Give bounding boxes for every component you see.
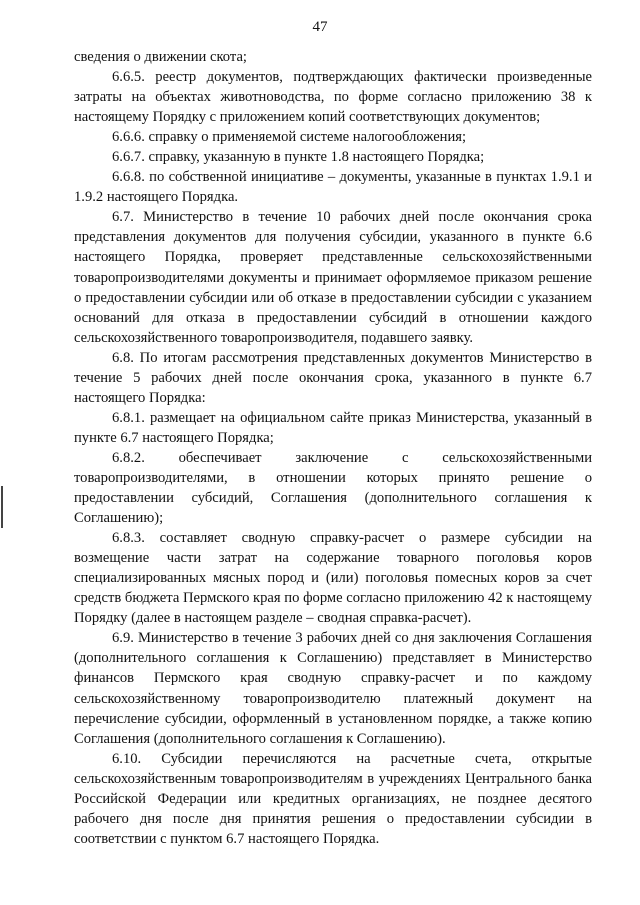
paragraph-6-10: 6.10. Субсидии перечисляются на расчетные счета, открытые сельскохозяйственным товаропроизводителям в учреждениях Центрального банка Российской Федерации или кредитных организациях, не позднее десятого рабочего дня после дня принятия решения о предоставлении субсидии в соответствии с пунктом 6.7 настоящего Порядка. xyxy=(74,750,592,847)
paragraph-continuation: сведения о движении скота; xyxy=(74,49,247,65)
paragraph-6-8-1: 6.8.1. размещает на официальном сайте приказ Министерства, указанный в пункте 6.7 настоящего Порядка; xyxy=(74,409,592,446)
scan-edge-mark xyxy=(1,486,3,528)
paragraph-6-8-2: 6.8.2. обеспечивает заключение с сельскохозяйственными товаропроизводителями, в отношении которых принято решение о предоставлении субсидий, Соглашения (дополнительного соглашения к Соглашению); xyxy=(74,449,592,527)
document-body xyxy=(74,47,592,849)
paragraph-6-8-3: 6.8.3. составляет сводную справку-расчет о размере субсидии на возмещение части затрат на содержание товарного поголовья коров специализированных мясных пород и (или) поголовья помесных коров за счет средств бюджета Пермского края по форме согласно приложению 42 к настоящему Порядку (далее в настоящем разделе – сводная справка-расчет). xyxy=(74,530,592,627)
paragraph-6-8: 6.8. По итогам рассмотрения представленных документов Министерство в течение 5 рабочих дней после окончания срока, указанного в пункте 6.7 настоящего Порядка: xyxy=(74,349,592,406)
paragraph-6-6-6: 6.6.6. справку о применяемой системе налогообложения; xyxy=(112,129,467,146)
paragraph-6-6-7: 6.6.7. справку, указанную в пункте 1.8 настоящего Порядка; xyxy=(112,149,485,166)
paragraph-6-6-5: 6.6.5. реестр документов, подтверждающих фактически произведенные затраты на объектах животноводства, по форме согласно приложению 38 к настоящему Порядку с приложением копий соответствующих документов; xyxy=(74,69,592,126)
paragraph-6-7: 6.7. Министерство в течение 10 рабочих дней после окончания срока представления документов для получения субсидии, указанного в пункте 6.6 настоящего Порядка, проверяет представленные сельскохозяйственными товаропроизводителями документы и принимает оформляемое приказом решение о предоставлении субсидии или об отказе в предоставлении субсидии с указанием оснований для отказа в предоставлении субсидий в отношении каждого сельскохозяйственного товаропроизводителя, подавшего заявку. xyxy=(74,209,592,346)
paragraph-6-6-8: 6.6.8. по собственной инициативе – документы, указанные в пунктах 1.9.1 и 1.9.2 настоящего Порядка. xyxy=(74,169,592,206)
paragraph-6-9: 6.9. Министерство в течение 3 рабочих дней со дня заключения Соглашения (дополнительного соглашения к Соглашению) представляет в Министерство финансов Пермского края сводную справку-расчет и по каждому сельскохозяйственному товаропроизводителю платежный документ на перечисление субсидии, оформленный в установленном порядке, а также копию Соглашения (дополнительного соглашения к Соглашению). xyxy=(74,630,592,747)
page-number: 47 xyxy=(312,19,328,35)
